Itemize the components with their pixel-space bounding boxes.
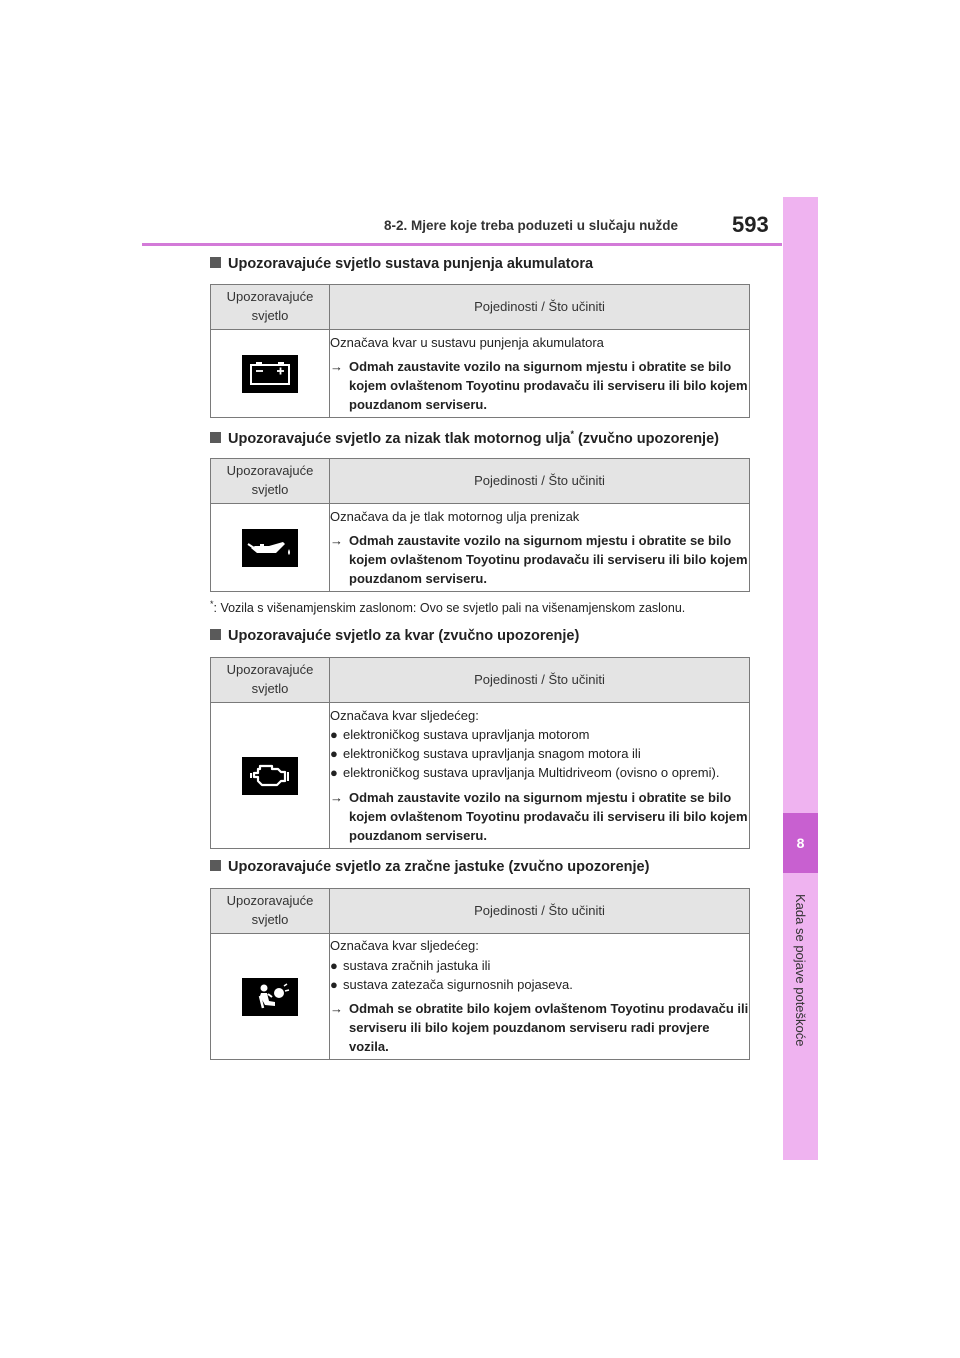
bullet-icon: ● (330, 957, 338, 973)
action-text: → Odmah zaustavite vozilo na sigurnom mjestu i obratite se bilo kojem ovlaštenom Toyotinu prodavaču ili serviseru ili bilo kojem pouzdanom serviseru. (330, 531, 749, 589)
action-text: → Odmah se obratite bilo kojem ovlaštenom Toyotinu prodavaču ili serviseru ili bilo kojem pouzdanom serviseru radi provjere vozila. (330, 999, 749, 1057)
warning-table-battery (210, 284, 750, 418)
header-rule (142, 243, 782, 246)
description: Označava kvar sljedećeg: (330, 707, 479, 723)
arrow-icon: → (330, 358, 343, 374)
section-heading-airbag: Upozoravajuće svjetlo za zračne jastuke (zvučno upozorenje) (210, 859, 649, 875)
oil-can-icon (242, 529, 298, 567)
footnote: *: Vozila s višenamjenskim zaslonom: Ovo se svjetlo pali na višenamjenskom zaslonu. (210, 599, 686, 616)
action-text: → Odmah zaustavite vozilo na sigurnom mjestu i obratite se bilo kojem ovlaštenom Toyotinu prodavaču ili serviseru ili bilo kojem pouzdanom serviseru. (330, 788, 749, 846)
arrow-icon: → (330, 532, 343, 548)
square-bullet-icon (210, 257, 221, 268)
bullet-icon: ● (330, 765, 338, 781)
battery-warning-icon (242, 355, 298, 393)
table-row (211, 703, 750, 849)
col-header-light: Upozoravajuće svjetlo (211, 459, 330, 504)
bullet-icon: ● (330, 976, 338, 992)
col-header-light: Upozoravajuće svjetlo (211, 658, 330, 703)
table-row (211, 330, 750, 418)
chapter-label: Kada se pojave poteškoće (793, 893, 808, 1047)
chapter-number-tab: 8 (783, 813, 818, 873)
col-header-details: Pojedinosti / Što učiniti (330, 889, 750, 934)
table-row (211, 934, 750, 1060)
arrow-icon: → (330, 1001, 343, 1016)
section-heading-malfunction: Upozoravajuće svjetlo za kvar (zvučno upozorenje) (210, 628, 579, 644)
table-row (211, 504, 750, 592)
square-bullet-icon (210, 432, 221, 443)
list-item: ● elektroničkog sustava upravljanja motorom (330, 725, 749, 744)
table-header-row (211, 285, 750, 330)
list-item: ● sustava zatezača sigurnosnih pojaseva. (330, 975, 749, 994)
bullet-icon: ● (330, 746, 338, 762)
section-heading-battery: Upozoravajuće svjetlo sustava punjenja akumulatora (210, 256, 593, 272)
description: Označava kvar u sustavu punjenja akumulatora (330, 334, 604, 350)
col-header-light: Upozoravajuće svjetlo (211, 889, 330, 934)
col-header-details: Pojedinosti / Što učiniti (330, 285, 750, 330)
section-heading-oil: Upozoravajuće svjetlo za nizak tlak motornog ulja* (zvučno upozorenje) (210, 429, 719, 447)
table-header-row (211, 658, 750, 703)
description: Označava da je tlak motornog ulja prenizak (330, 508, 580, 524)
warning-table-airbag (210, 888, 750, 1060)
footnote-marker: * (570, 429, 574, 439)
page-number: 593 (732, 212, 769, 237)
description: Označava kvar sljedećeg: (330, 938, 479, 954)
warning-table-malfunction (210, 657, 750, 849)
square-bullet-icon (210, 860, 221, 871)
arrow-icon: → (330, 789, 343, 805)
table-header-row (211, 889, 750, 934)
square-bullet-icon (210, 629, 221, 640)
action-text: → Odmah zaustavite vozilo na sigurnom mjestu i obratite se bilo kojem ovlaštenom Toyotinu prodavaču ili serviseru ili bilo kojem pouzdanom serviseru. (330, 357, 749, 415)
running-header: 8-2. Mjere koje treba poduzeti u slučaju nužde (384, 218, 679, 233)
table-header-row (211, 459, 750, 504)
check-engine-icon (242, 757, 298, 795)
bullet-icon: ● (330, 726, 338, 742)
list-item: ● elektroničkog sustava upravljanja Multidriveom (ovisno o opremi). (330, 763, 749, 782)
col-header-light: Upozoravajuće svjetlo (211, 285, 330, 330)
list-item: ● elektroničkog sustava upravljanja snagom motora ili (330, 744, 749, 763)
list-item: ● sustava zračnih jastuka ili (330, 956, 749, 975)
warning-table-oil (210, 458, 750, 592)
col-header-details: Pojedinosti / Što učiniti (330, 459, 750, 504)
col-header-details: Pojedinosti / Što učiniti (330, 658, 750, 703)
airbag-icon (242, 978, 298, 1016)
